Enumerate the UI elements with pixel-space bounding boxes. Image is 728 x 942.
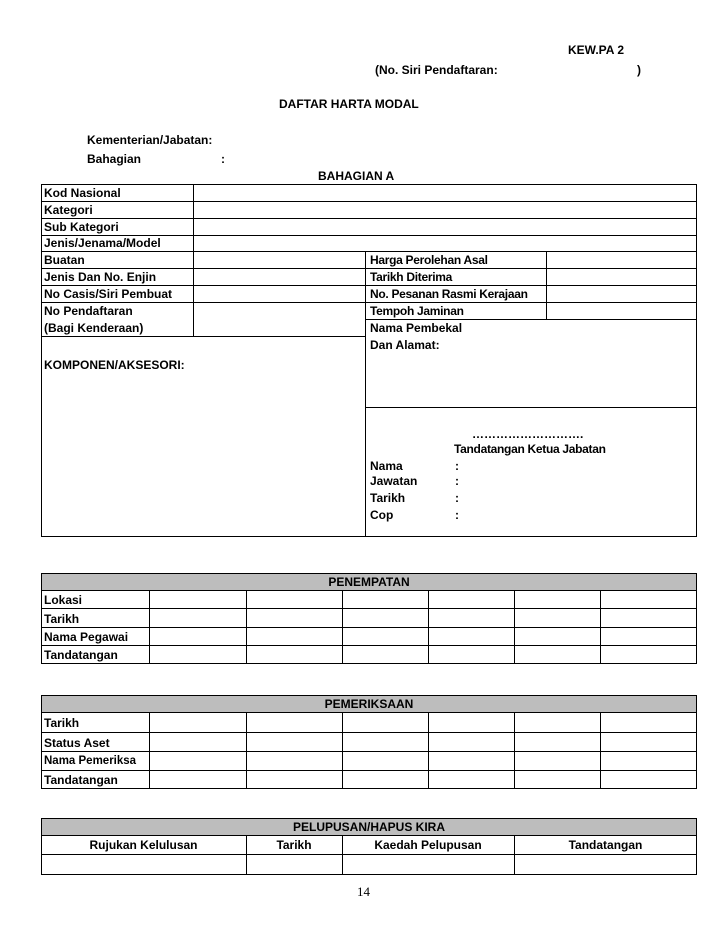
sign-position-colon: : <box>455 474 459 488</box>
supplier-address-label: Dan Alamat: <box>370 338 440 352</box>
signature-line: ………………………. <box>472 427 584 441</box>
placement-date-label: Tarikh <box>44 612 80 626</box>
serial-number-close: ) <box>637 63 641 77</box>
warranty-label: Tempoh Jaminan <box>370 304 464 318</box>
placement-signature-label: Tandatangan <box>44 648 118 662</box>
form-code: KEW.PA 2 <box>568 43 625 57</box>
registration-label: No Pendaftaran <box>44 304 133 318</box>
disposal-title: PELUPUSAN/HAPUS KIRA <box>292 820 445 834</box>
national-code-label: Kod Nasional <box>44 186 121 200</box>
sign-name-colon: : <box>455 459 459 473</box>
inspection-date-label: Tarikh <box>44 716 80 730</box>
page-title: DAFTAR HARTA MODAL <box>279 97 419 111</box>
category-label: Kategori <box>44 203 93 217</box>
date-received-label: Tarikh Diterima <box>370 270 452 284</box>
disposal-reference-header: Rujukan Kelulusan <box>89 838 198 852</box>
chassis-serial-label: No Casis/Siri Pembuat <box>44 287 173 301</box>
inspection-title: PEMERIKSAAN <box>324 697 414 711</box>
division-label: Bahagian <box>87 152 142 166</box>
serial-number-label: (No. Siri Pendaftaran: <box>375 63 498 77</box>
type-brand-model-label: Jenis/Jenama/Model <box>44 236 161 250</box>
part-a-title: BAHAGIAN A <box>318 169 395 183</box>
sign-date-label: Tarikh <box>370 491 406 505</box>
page-number: 14 <box>357 884 370 899</box>
inspection-signature-label: Tandatangan <box>44 773 118 787</box>
inspection-inspector-label: Nama Pemeriksa <box>44 755 137 767</box>
sign-name-label: Nama <box>370 459 403 473</box>
sign-stamp-label: Cop <box>370 508 394 522</box>
vehicle-note-label: (Bagi Kenderaan) <box>44 321 144 335</box>
manufacturer-label: Buatan <box>44 253 85 267</box>
placement-location-label: Lokasi <box>44 593 83 607</box>
sign-date-colon: : <box>455 491 459 505</box>
ministry-label: Kementerian/Jabatan: <box>87 133 213 147</box>
inspection-status-label: Status Aset <box>44 736 110 750</box>
sub-category-label: Sub Kategori <box>44 220 119 234</box>
components-label: KOMPONEN/AKSESORI: <box>44 358 185 372</box>
division-colon: : <box>221 152 225 166</box>
signature-label: Tandatangan Ketua Jabatan <box>454 442 606 456</box>
sign-position-label: Jawatan <box>370 474 418 488</box>
engine-type-label: Jenis Dan No. Enjin <box>44 270 157 284</box>
official-order-label: No. Pesanan Rasmi Kerajaan <box>370 287 528 301</box>
placement-title: PENEMPATAN <box>328 575 410 589</box>
disposal-date-header: Tarikh <box>276 838 312 852</box>
disposal-signature-header: Tandatangan <box>568 838 643 852</box>
acquisition-price-label: Harga Perolehan Asal <box>370 253 488 267</box>
placement-officer-label: Nama Pegawai <box>44 630 129 644</box>
supplier-name-label: Nama Pembekal <box>370 321 463 335</box>
sign-stamp-colon: : <box>455 508 459 522</box>
disposal-method-header: Kaedah Pelupusan <box>374 838 482 852</box>
